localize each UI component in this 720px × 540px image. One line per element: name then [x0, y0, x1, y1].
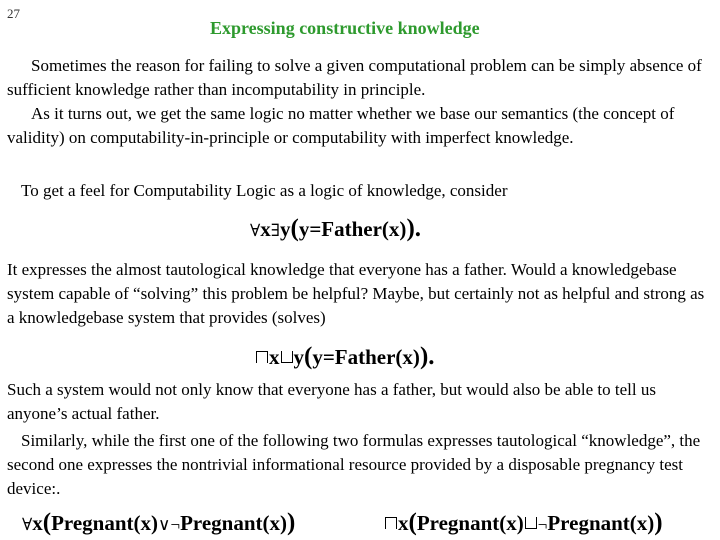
- formula-choice-father: [255, 344, 435, 370]
- negation-icon: ¬: [170, 515, 181, 534]
- forall-icon: ∀: [250, 221, 261, 240]
- formula-close-paren: ): [287, 509, 296, 536]
- formula-close-paren: ).: [406, 215, 422, 242]
- formula-forall-pregnant: [22, 510, 295, 538]
- negation-icon: ¬: [537, 515, 548, 534]
- formula-right: Pregnant(x): [547, 511, 655, 535]
- paragraph-actual-father: Such a system would not only know that everyone has a father, but would also be able to tell us anyone’s actual father.: [7, 380, 656, 423]
- paragraph-same-logic: As it turns out, we get the same logic no matter whether we base our semantics (the concept of validity) on computability-in-principle or computability with imperfect knowledge.: [7, 104, 675, 147]
- formula-body: y=Father(x): [298, 217, 407, 241]
- paragraph-consider: To get a feel for Computability Logic as a logic of knowledge, consider: [21, 181, 508, 200]
- paragraph-knowledge-vs-computability: Sometimes the reason for failing to solve a given computational problem can be simply absence of sufficient knowledge rather than incomputability in principle.: [7, 56, 702, 99]
- formula-var-x: x: [260, 217, 271, 241]
- formula-forall-exists-father: [250, 216, 421, 244]
- formula-open-paren: (: [290, 215, 299, 242]
- formula-open-paren: (: [408, 509, 417, 536]
- formula-choice-pregnant: [384, 510, 663, 538]
- formula-var-y: y: [280, 217, 291, 241]
- formula-open-paren: (: [42, 509, 52, 536]
- formula-body: y=Father(x): [312, 345, 420, 369]
- formula-var-x: x: [269, 345, 280, 369]
- choice-universal-icon: [256, 351, 268, 363]
- slide-number: 27: [7, 6, 20, 21]
- formula-open-paren: (: [304, 343, 313, 370]
- formula-right: Pregnant(x): [180, 511, 288, 535]
- formula-close-paren: ).: [419, 343, 435, 370]
- paragraph-tautological-father: It expresses the almost tautological knowledge that everyone has a father. Would a knowledgebase system capable of “solving” this problem be helpful? Maybe, but certainly not as helpful and strong as a knowledgebase system that provides (solves): [7, 260, 705, 327]
- choice-universal-icon: [385, 517, 397, 529]
- choice-disjunction-icon: [525, 517, 537, 529]
- formula-left: Pregnant(x): [51, 511, 159, 535]
- choice-existential-icon: [281, 351, 293, 363]
- formula-var-x: x: [32, 511, 43, 535]
- paragraph-pregnancy-test: Similarly, while the first one of the following two formulas expresses tautological “knowledge”, the second one expresses the nontrivial informational resource provided by a disposable pregnancy test device:.: [7, 431, 701, 498]
- exists-icon: ∃: [270, 221, 280, 240]
- formula-close-paren: ): [654, 509, 663, 536]
- slide-title: Expressing constructive knowledge: [210, 18, 480, 38]
- forall-icon: ∀: [22, 515, 33, 534]
- disjunction-icon: ∨: [158, 515, 171, 534]
- formula-var-y: y: [293, 345, 304, 369]
- formula-var-x: x: [398, 511, 409, 535]
- formula-left: Pregnant(x): [416, 511, 524, 535]
